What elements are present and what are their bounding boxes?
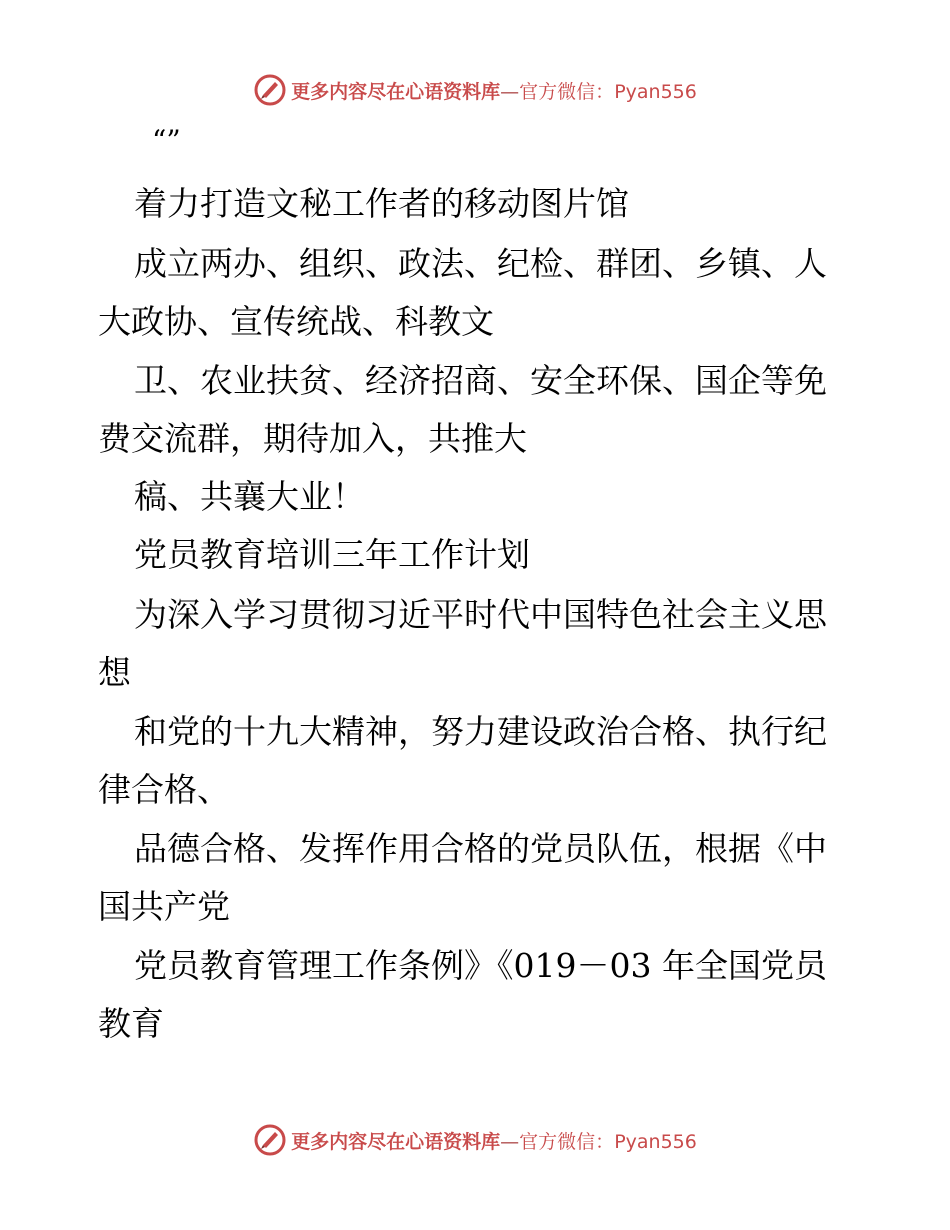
- text-line: 党员教育培训三年工作计划: [134, 535, 530, 574]
- header-banner: [0, 70, 950, 110]
- text-line: 稿、共襄大业！: [134, 477, 365, 516]
- text-line: 党员教育管理工作条例》《019－03 年全国党员: [134, 946, 827, 985]
- text-line: 律合格、: [98, 770, 230, 809]
- text-line: 费交流群，期待加入，共推大: [98, 419, 527, 458]
- text-line: 国共产党: [98, 887, 230, 926]
- text-line: 大政协、宣传统战、科教文: [98, 302, 494, 341]
- brand-logo-icon: [253, 73, 287, 107]
- quote-mark: “”: [152, 124, 181, 157]
- text-line: 和党的十九大精神，努力建设政治合格、执行纪: [134, 712, 827, 751]
- text-line: 卫、农业扶贫、经济招商、安全环保、国企等免: [134, 361, 827, 400]
- text-line: 品德合格、发挥作用合格的党员队伍，根据《中: [134, 829, 827, 868]
- banner-text: 更多内容尽在心语资料库—官方微信：Pyan556: [291, 80, 697, 103]
- text-line: 着力打造文秘工作者的移动图片馆: [134, 184, 629, 223]
- text-line: 为深入学习贯彻习近平时代中国特色社会主义思: [134, 595, 827, 634]
- banner-text: 更多内容尽在心语资料库—官方微信：Pyan556: [291, 1130, 697, 1153]
- text-line: 教育: [98, 1004, 164, 1043]
- text-line: 想: [98, 653, 131, 692]
- brand-logo-icon: [253, 1123, 287, 1157]
- footer-banner: [0, 1120, 950, 1160]
- text-line: 成立两办、组织、政法、纪检、群团、乡镇、人: [134, 244, 827, 283]
